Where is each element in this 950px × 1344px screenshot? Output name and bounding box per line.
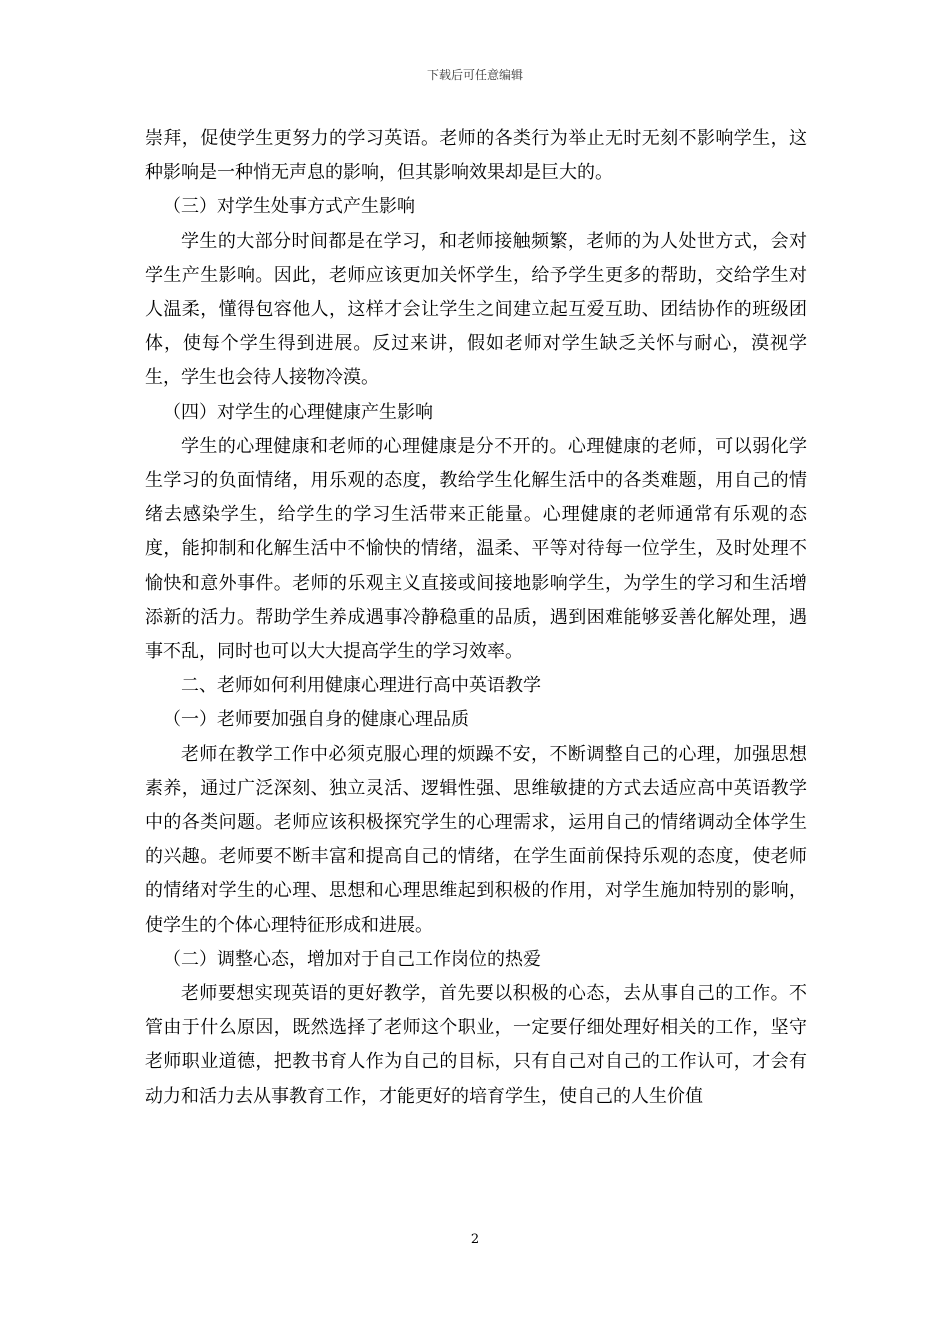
paragraph: 学生的心理健康和老师的心理健康是分不开的。心理健康的老师，可以弱化学生学习的负面情绪，用乐观的态度，教给学生化解生活中的各类难题，用自己的情绪去感染学生，给学生的学习生活带来正能量。心理健康的老师通常有乐观的态度，能抑制和化解生活中不愉快的情绪，温柔、平等对待每一位学生，及时处理不愉快和意外事件。老师的乐观主义直接或间接地影响学生，为学生的学习和生活增添新的活力。帮助学生养成遇事冷静稳重的品质，遇到困难能够妥善化解处理，遇事不乱，同时也可以大大提高学生的学习效率。: [145, 435, 807, 663]
document-body: [145, 122, 807, 1114]
paragraph: 老师要想实现英语的更好教学，首先要以积极的心态，去从事自己的工作。不管由于什么原因，既然选择了老师这个职业，一定要仔细处理好相关的工作，坚守老师职业道德，把教书育人作为自己的目标，只有自己对自己的工作认可，才会有动力和活力去从事教育工作，才能更好的培育学生，使自己的人生价值: [145, 983, 807, 1107]
paragraph-continued: 崇拜，促使学生更努力的学习英语。老师的各类行为举止无时无刻不影响学生，这种影响是一种悄无声息的影响，但其影响效果却是巨大的。: [145, 128, 807, 184]
subheading-3: （三）对学生处事方式产生影响: [163, 196, 415, 218]
subheading-4: （四）对学生的心理健康产生影响: [163, 401, 433, 423]
paragraph: 学生的大部分时间都是在学习，和老师接触频繁，老师的为人处世方式，会对学生产生影响。因此，老师应该更加关怀学生，给予学生更多的帮助，交给学生对人温柔，懂得包容他人，这样才会让学生之间建立起互爱互助、团结协作的班级团体，使每个学生得到进展。反过来讲，假如老师对学生缺乏关怀与耐心，漠视学生，学生也会待人接物冷漠。: [145, 230, 807, 389]
subheading-1: （一）老师要加强自身的健康心理品质: [163, 709, 469, 731]
subheading-2: （二）调整心态，增加对于自己工作岗位的热爱: [163, 948, 541, 970]
section-heading-2: 二、老师如何利用健康心理进行高中英语教学: [181, 675, 541, 697]
page-number: 2: [470, 1232, 480, 1247]
paragraph: 老师在教学工作中必须克服心理的烦躁不安，不断调整自己的心理，加强思想素养，通过广泛深刻、独立灵活、逻辑性强、思维敏捷的方式去适应高中英语教学中的各类问题。老师应该积极探究学生的心理需求，运用自己的情绪调动全体学生的兴趣。老师要不断丰富和提高自己的情绪，在学生面前保持乐观的态度，使老师的情绪对学生的心理、思想和心理思维起到积极的作用，对学生施加特别的影响，使学生的个体心理特征形成和进展。: [145, 743, 807, 936]
page-header: 下载后可任意编辑: [426, 68, 523, 82]
